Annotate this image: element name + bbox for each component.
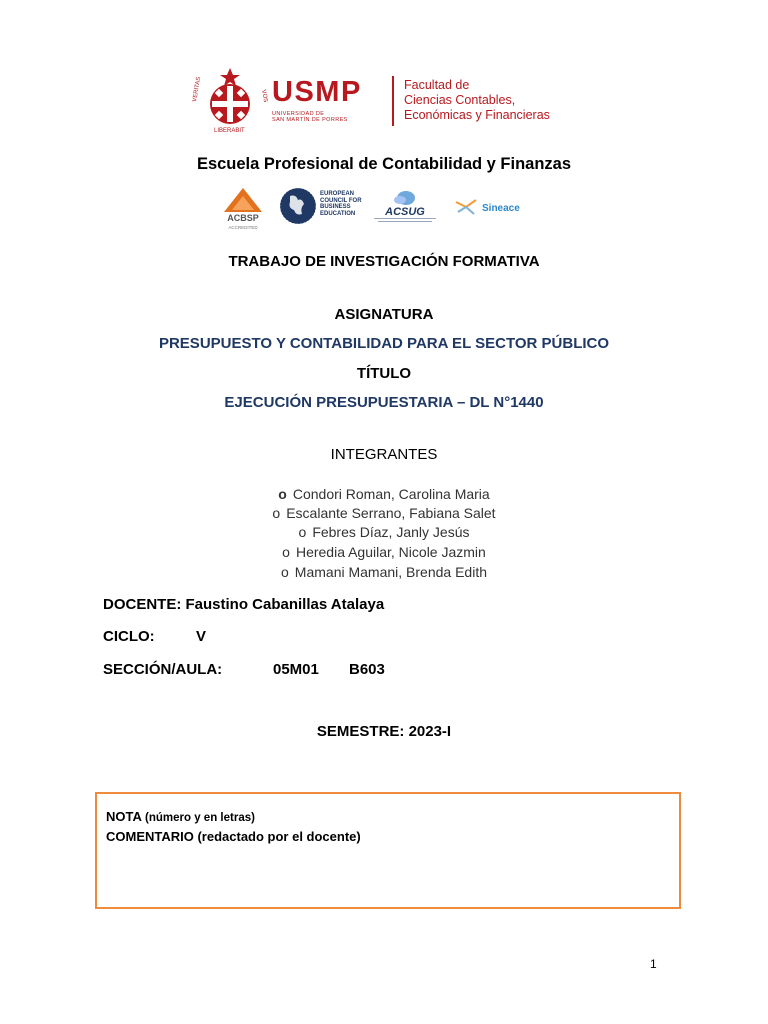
school-name: Escuela Profesional de Contabilidad y Finanzas <box>196 155 572 173</box>
bullet-icon: o <box>281 564 289 580</box>
ecbe-globe-icon <box>278 186 318 226</box>
teacher-line: DOCENTE: Faustino Cabanillas Atalaya <box>103 596 385 613</box>
ecbe-line3: BUSINESS <box>320 204 351 210</box>
subject-label: ASIGNATURA <box>334 306 434 323</box>
acbsp-logo-icon <box>218 184 268 232</box>
accreditation-logos <box>210 184 550 232</box>
acbsp-label: ACBSP <box>227 213 259 223</box>
sineace-label: Sineace <box>482 203 520 214</box>
subject-value: PRESUPUESTO Y CONTABILIDAD PARA EL SECTOR PÚBLICO <box>158 335 610 352</box>
faculty-line3: Económicas y Financieras <box>404 108 550 122</box>
member-item <box>0 564 768 580</box>
member-name: Escalante Serrano, Fabiana Salet <box>286 505 496 521</box>
member-item <box>0 524 768 540</box>
title-value: EJECUCIÓN PRESUPUESTARIA – DL N°1440 <box>224 394 544 411</box>
acsug-label: ACSUG <box>385 206 425 218</box>
university-full-name <box>272 111 348 123</box>
member-name: Heredia Aguilar, Nicole Jazmin <box>295 544 486 560</box>
bullet-icon: o <box>278 486 287 502</box>
room-value: B603 <box>349 661 385 678</box>
cycle-label: CICLO: <box>103 628 155 645</box>
university-full-line2: SAN MARTÍN DE PORRES <box>272 117 348 123</box>
title-label: TÍTULO <box>356 365 412 382</box>
comment-label: COMENTARIO (redactado por el docente) <box>106 829 361 844</box>
nota-label: NOTA <box>106 809 142 824</box>
work-type-heading: TRABAJO DE INVESTIGACIÓN FORMATIVA <box>228 253 540 270</box>
ecbe-label <box>320 191 362 217</box>
acbsp-sub-label: ACCREDITED <box>228 225 258 230</box>
members-label: INTEGRANTES <box>330 446 438 463</box>
member-item <box>0 544 768 560</box>
section-value: 05M01 <box>273 661 319 678</box>
usmp-header-logo <box>192 62 582 134</box>
section-label: SECCIÓN/AULA: <box>103 661 223 678</box>
university-full-line1: UNIVERSIDAD DE <box>272 111 325 117</box>
member-name: Febres Díaz, Janly Jesús <box>312 524 470 540</box>
faculty-name <box>404 78 550 123</box>
acsug-logo-icon <box>370 188 440 224</box>
grade-box <box>95 792 681 909</box>
bullet-icon: o <box>282 544 290 560</box>
bullet-icon: o <box>298 524 307 540</box>
ecbe-line1: EUROPEAN <box>320 191 355 197</box>
cycle-value: V <box>196 628 207 645</box>
member-name: Condori Roman, Carolina Maria <box>292 486 490 502</box>
seal-motto-bottom: LIBERABIT <box>214 128 245 134</box>
member-item <box>0 505 768 521</box>
member-item <box>0 486 768 502</box>
bullet-icon: o <box>272 505 281 521</box>
seal-motto-right: VOS <box>260 89 268 103</box>
nota-hint: (número y en letras) <box>145 812 255 824</box>
semester-line: SEMESTRE: 2023-I <box>316 723 452 740</box>
grade-line <box>106 809 255 824</box>
page-number: 1 <box>650 957 657 971</box>
faculty-line1: Facultad de <box>404 78 470 92</box>
usmp-seal-icon <box>192 62 268 134</box>
ecbe-line2: COUNCIL FOR <box>320 197 362 204</box>
faculty-line2: Ciencias Contables, <box>404 93 516 107</box>
ecbe-line4: EDUCATION <box>320 210 356 217</box>
seal-motto-left: VERITAS <box>192 76 203 103</box>
sineace-logo-icon <box>452 194 548 220</box>
member-name: Mamani Mamani, Brenda Edith <box>294 564 487 580</box>
university-short-name: USMP <box>272 76 362 108</box>
faculty-divider <box>392 76 394 126</box>
